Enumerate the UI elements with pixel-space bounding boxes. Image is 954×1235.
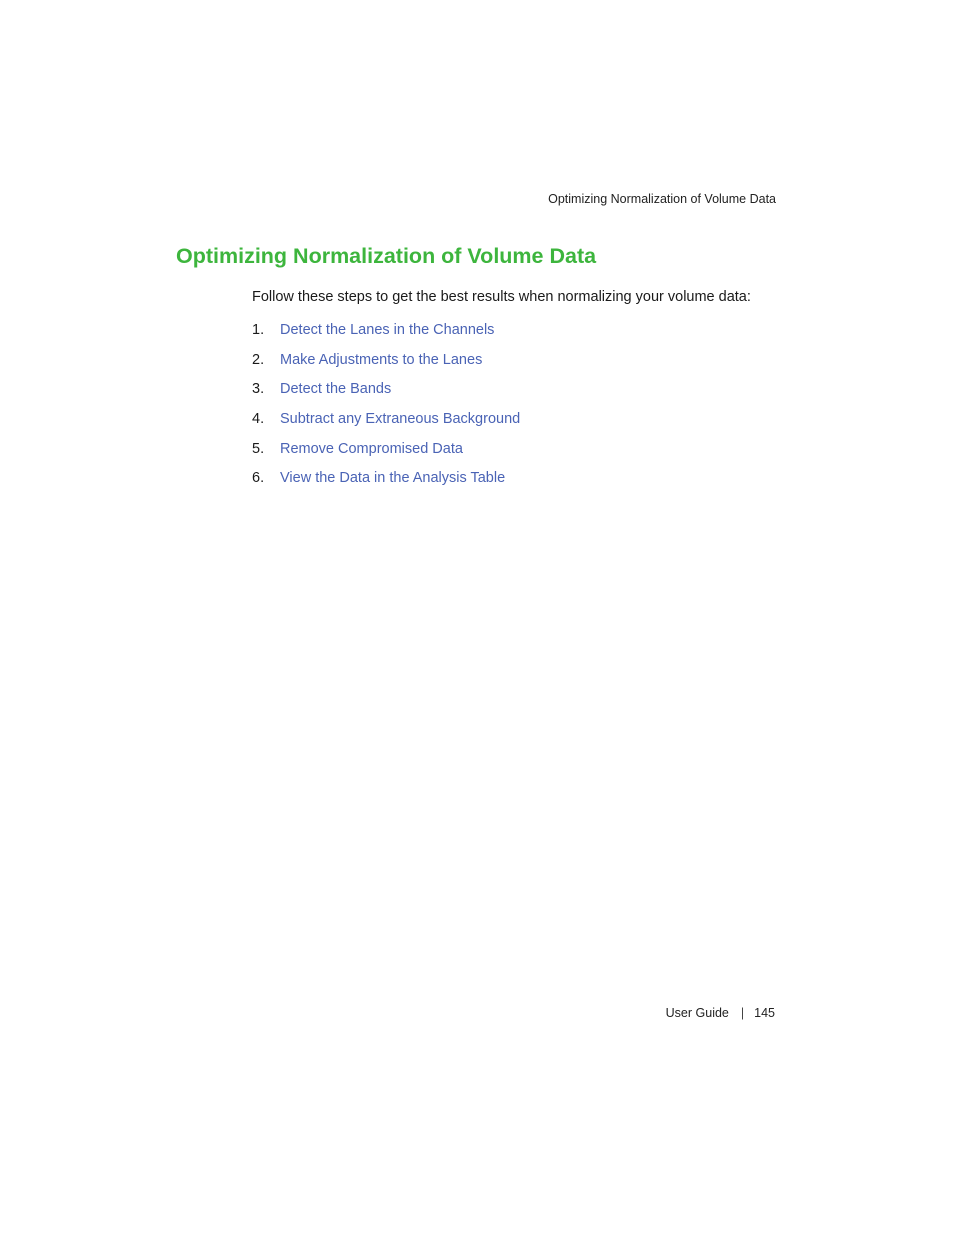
- step-number: 2.: [252, 351, 265, 368]
- list-item: [252, 470, 520, 500]
- list-item: [252, 441, 520, 471]
- step-link-subtract-background[interactable]: Subtract any Extraneous Background: [280, 411, 521, 428]
- step-link-detect-bands[interactable]: Detect the Bands: [280, 381, 392, 398]
- page-title: Optimizing Normalization of Volume Data: [176, 244, 597, 268]
- page-number: 145: [754, 1006, 775, 1020]
- list-item: [252, 352, 520, 382]
- step-number: 6.: [252, 470, 265, 487]
- list-item: [252, 381, 520, 411]
- step-link-view-analysis-table[interactable]: View the Data in the Analysis Table: [280, 470, 506, 487]
- step-link-detect-lanes[interactable]: Detect the Lanes in the Channels: [280, 322, 495, 338]
- list-item: [252, 411, 520, 441]
- steps-list: [252, 322, 520, 500]
- step-link-adjust-lanes[interactable]: Make Adjustments to the Lanes: [280, 351, 483, 368]
- running-header: Optimizing Normalization of Volume Data: [548, 192, 776, 206]
- step-number: 5.: [252, 440, 265, 457]
- step-number: 3.: [252, 381, 265, 398]
- footer-separator: |: [740, 1006, 745, 1020]
- page-footer: [666, 1006, 775, 1020]
- intro-paragraph: Follow these steps to get the best results when normalizing your volume data:: [252, 289, 751, 305]
- step-number: 1.: [252, 322, 265, 338]
- step-link-remove-compromised[interactable]: Remove Compromised Data: [280, 440, 463, 457]
- footer-guide-label: User Guide: [665, 1006, 729, 1020]
- step-number: 4.: [252, 411, 265, 428]
- list-item: [252, 322, 520, 352]
